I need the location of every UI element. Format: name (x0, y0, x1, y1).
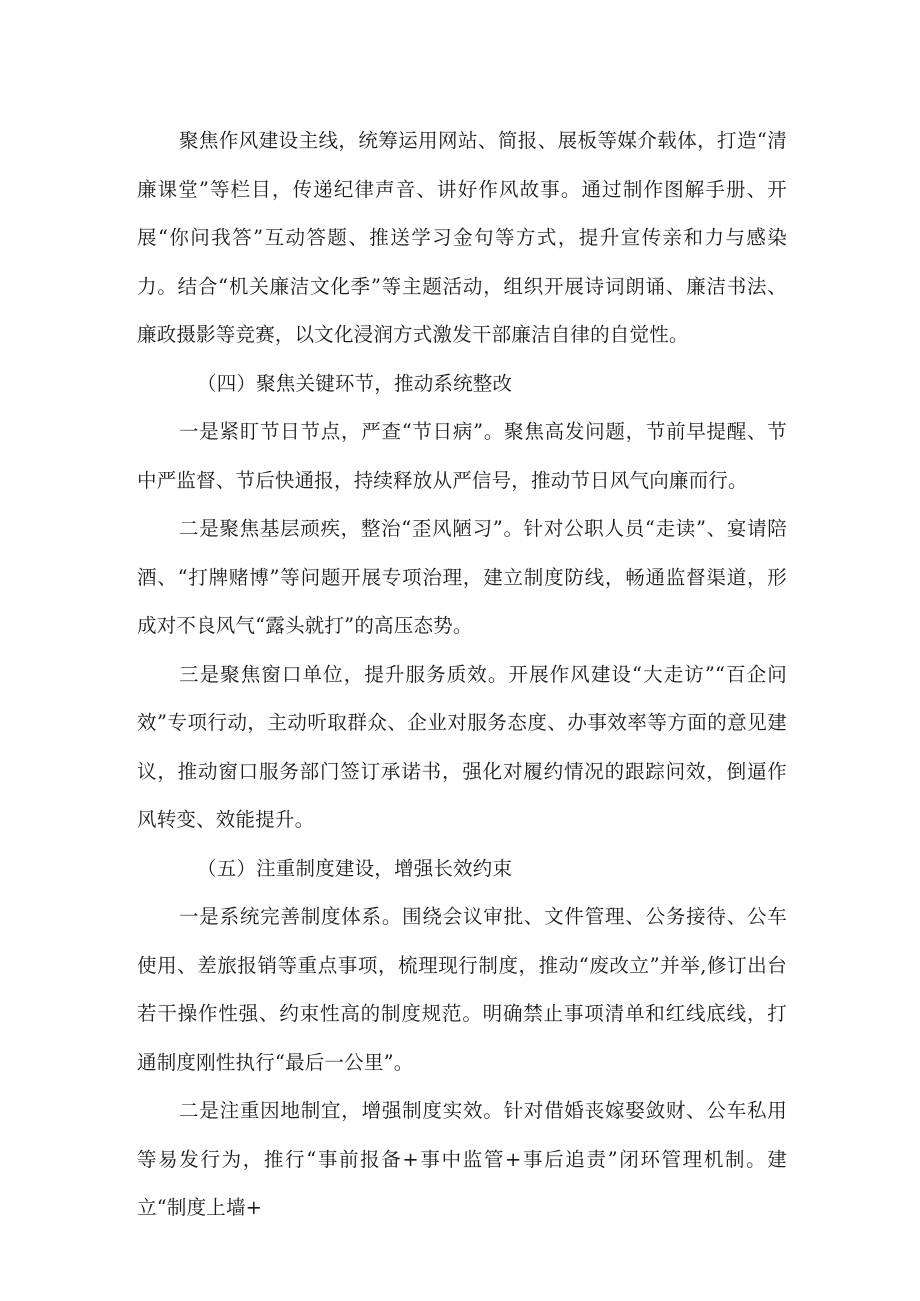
paragraph-grassroots: 二是聚焦基层顽疾，整治“歪风陋习”。针对公职人员“走读”、宴请陪酒、“打牌赌博”等问题开展专项治理，建立制度防线，畅通监督渠道，形成对不良风气“露头就打”的高压态势。 (137, 517, 787, 637)
document-body (137, 117, 787, 1233)
paragraph-window-units: 三是聚焦窗口单位，提升服务质效。开展作风建设“大走访”“百企问效”专项行动，主动听取群众、企业对服务态度、办事效率等方面的意见建议，推动窗口服务部门签订承诺书，强化对履约情况的跟踪问效，倒逼作风转变、效能提升。 (137, 662, 787, 831)
section-heading-four: （四）聚焦关键环节，推动系统整改 (197, 371, 513, 395)
paragraph-system-improvement: 一是系统完善制度体系。围绕会议审批、文件管理、公务接待、公车使用、差旅报销等重点事项，梳理现行制度，推动“废改立”并举,修订出台若干操作性强、约束性高的制度规范。明确禁止事项清单和红线底线，打通制度刚性执行“最后一公里”。 (137, 905, 787, 1074)
paragraph-local-conditions: 二是注重因地制宜，增强制度实效。针对借婚丧嫁娶敛财、公车私用等易发行为，推行“事前报备+事中监管+事后追责”闭环管理机制。建立“制度上墙+ (137, 1099, 787, 1219)
paragraph-holiday-nodes: 一是紧盯节日节点，严查“节日病”。聚焦高发问题，节前早提醒、节中严监督、节后快通报，持续释放从严信号，推动节日风气向廉而行。 (137, 420, 787, 492)
section-heading-five: （五）注重制度建设，增强长效约束 (197, 856, 513, 880)
paragraph-publicity: 聚焦作风建设主线，统筹运用网站、简报、展板等媒介载体，打造“清廉课堂”等栏目，传递纪律声音、讲好作风故事。通过制作图解手册、开展“你问我答”互动答题、推送学习金句等方式，提升宣传亲和力与感染力。结合“机关廉洁文化季”等主题活动，组织开展诗词朗诵、廉洁书法、廉政摄影等竞赛，以文化浸润方式激发干部廉洁自律的自觉性。 (137, 129, 787, 346)
